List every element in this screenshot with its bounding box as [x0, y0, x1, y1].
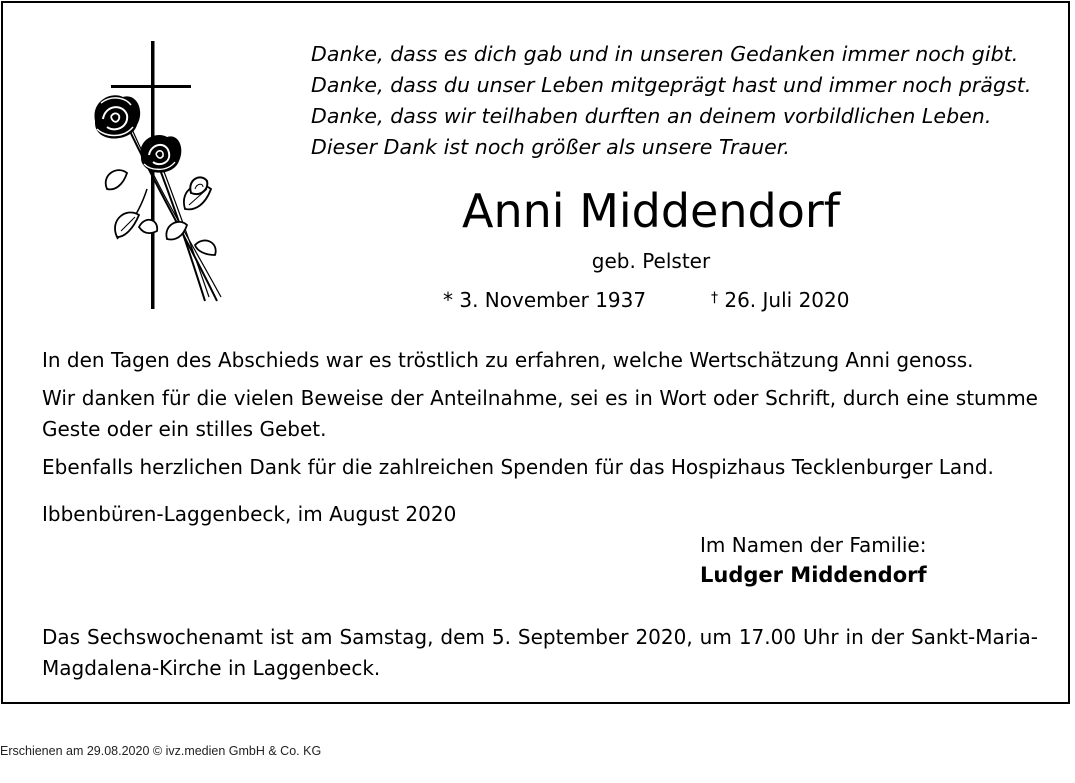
- poem-line: Danke, dass es dich gab und in unseren Gedanken immer noch gibt.: [311, 42, 1019, 66]
- publication-footer: Erschienen am 29.08.2020 © ivz.medien GmbH & Co. KG: [0, 744, 322, 758]
- life-dates: [443, 286, 850, 314]
- deceased-name: Anni Middendorf: [462, 184, 840, 238]
- poem-line: Danke, dass wir teilhaben durften an deinem vorbildlichen Leben.: [311, 104, 992, 128]
- signature-name: Ludger Middendorf: [700, 563, 927, 587]
- birth-date: * 3. November 1937: [443, 288, 647, 312]
- cross-with-roses-icon: [87, 39, 227, 311]
- death-symbol: †: [711, 290, 718, 306]
- place-and-date: Ibbenbüren-Laggenbeck, im August 2020: [42, 502, 457, 526]
- poem-line: Dieser Dank ist noch größer als unsere Trauer.: [311, 135, 790, 159]
- mass-announcement: Das Sechswochenamt ist am Samstag, dem 5. September 2020, um 17.00 Uhr in der Sankt-Maria-Magdalena-Kirche in Laggenbeck.: [42, 625, 1038, 680]
- thanks-paragraph-3: Ebenfalls herzlichen Dank für die zahlreichen Spenden für das Hospizhaus Tecklenburger Land.: [42, 455, 994, 479]
- maiden-name: geb. Pelster: [591, 249, 711, 273]
- poem-line: Danke, dass du unser Leben mitgeprägt hast und immer noch prägst.: [311, 73, 1032, 97]
- thanks-paragraph-2: Wir danken für die vielen Beweise der Anteilnahme, sei es in Wort oder Schrift, durch eine stumme Geste oder ein stilles Gebet.: [42, 386, 1038, 441]
- signature-label: Im Namen der Familie:: [700, 533, 927, 557]
- death-date: 26. Juli 2020: [724, 288, 850, 312]
- obituary-frame: [1, 1, 1070, 704]
- poem: [311, 39, 1051, 163]
- death-date-group: [711, 286, 849, 314]
- thanks-paragraph-1: In den Tagen des Abschieds war es tröstlich zu erfahren, welche Wertschätzung Anni genoss.: [42, 348, 974, 372]
